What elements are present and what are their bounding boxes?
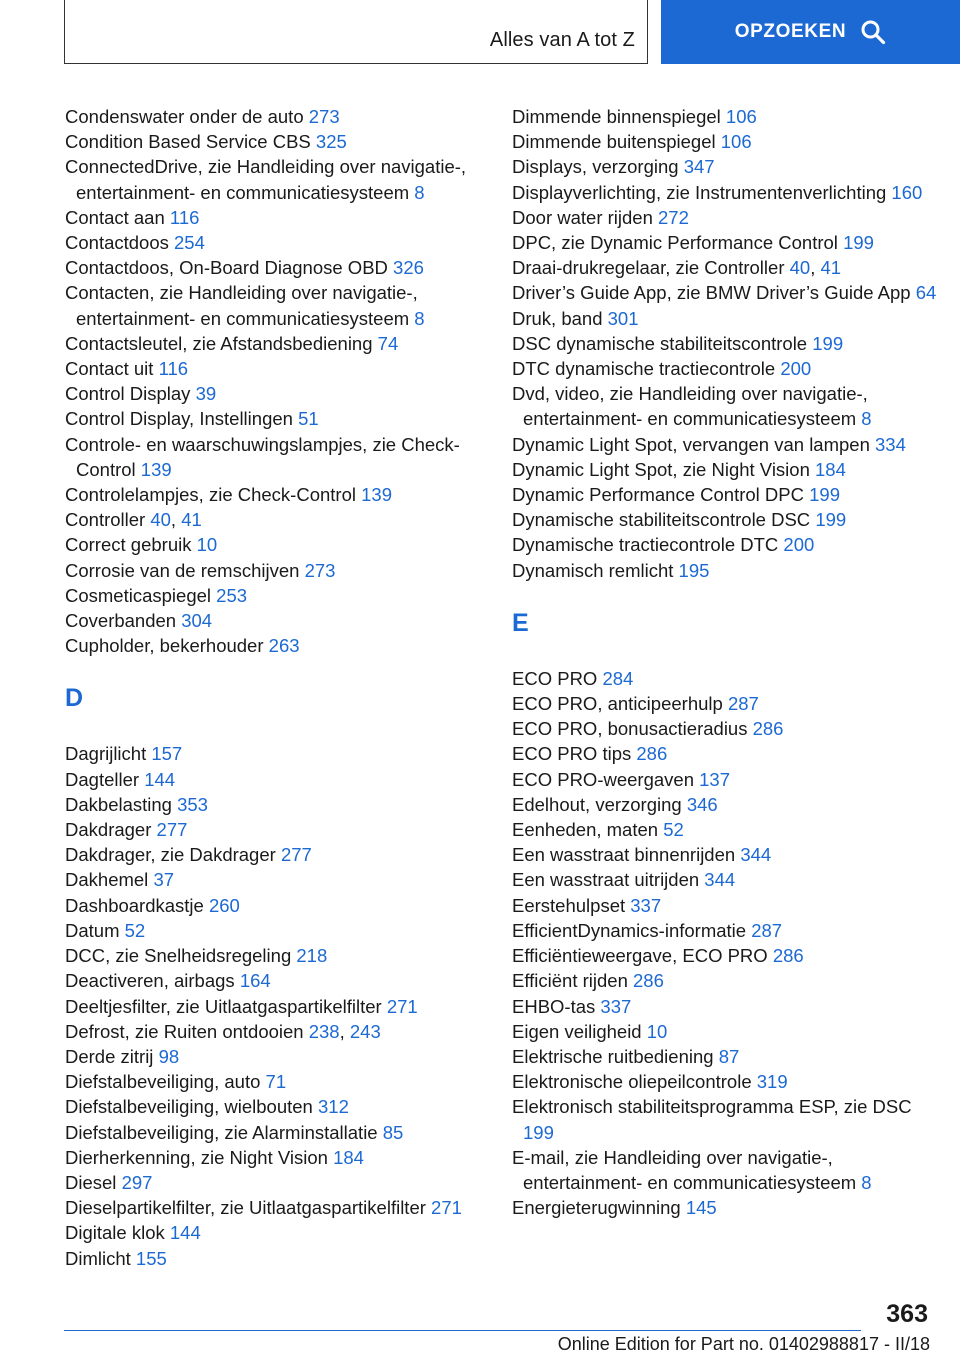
- index-entry: [512, 1195, 942, 1220]
- index-entry-text: DTC dynamische tractiecontrole: [512, 358, 776, 380]
- index-column-left: [65, 104, 495, 1271]
- index-entry-text: Een wasstraat binnenrijden: [512, 844, 736, 866]
- section-header: [64, 0, 648, 64]
- index-entry: [512, 842, 942, 867]
- index-entry: [512, 741, 942, 766]
- index-entry-text: DSC dynamische stabiliteitscontrole: [512, 332, 808, 354]
- index-entry: [512, 1069, 942, 1094]
- index-entry-text: Contact aan: [65, 206, 165, 228]
- index-entry-text: E-mail, zie Handleiding over navigatie-, entertainment- en communicatiesysteem: [512, 1146, 857, 1193]
- index-entry: [65, 583, 495, 608]
- index-entry-text: Control Display, Instellingen: [65, 408, 293, 430]
- page-reference-link[interactable]: 139: [140, 458, 172, 480]
- index-entry-text: Corrosie van de remschijven: [65, 559, 300, 581]
- index-entry: [512, 691, 942, 716]
- page-reference-link[interactable]: 254: [174, 232, 205, 254]
- index-entry: [512, 1019, 942, 1044]
- page-reference-link[interactable]: 157: [151, 743, 183, 765]
- index-entry: [65, 154, 495, 204]
- index-entry-text: Door water rijden: [512, 206, 653, 228]
- page-reference-link[interactable]: 297: [121, 1171, 153, 1193]
- index-entry: [65, 767, 495, 792]
- page-reference-link[interactable]: 10: [646, 1020, 668, 1042]
- index-entry: [65, 792, 495, 817]
- page-reference-link[interactable]: 41: [181, 509, 202, 531]
- index-entry: [65, 943, 495, 968]
- index-entry-text: Driver’s Guide App, zie BMW Driver’s Guide App: [512, 282, 911, 304]
- index-letter-heading: D: [65, 684, 84, 713]
- index-entry: [512, 230, 942, 255]
- page-reference-link[interactable]: 52: [663, 819, 684, 841]
- page-reference-link[interactable]: 200: [780, 358, 812, 380]
- index-entry-text: DCC, zie Snelheidsregeling: [65, 945, 292, 967]
- index-entry-text: Dakdrager: [65, 819, 152, 841]
- index-entry: [65, 230, 495, 255]
- index-entry-text: Dynamische stabiliteitscontrole DSC: [512, 509, 811, 531]
- index-entry: [512, 356, 942, 381]
- index-entry: [65, 331, 495, 356]
- page-reference-link[interactable]: 8: [414, 181, 425, 203]
- index-entry: [65, 817, 495, 842]
- page-reference-link[interactable]: 87: [718, 1045, 740, 1067]
- page-reference-link[interactable]: 199: [843, 232, 874, 254]
- page-reference-link[interactable]: 284: [602, 667, 634, 689]
- index-entry: Controller 40, 41: [65, 509, 202, 531]
- page-reference-link[interactable]: 52: [124, 919, 146, 941]
- index-entry-text: Eenheden, maten: [512, 819, 659, 841]
- search-button-label: OPZOEKEN: [734, 21, 847, 42]
- index-entry: [512, 180, 942, 205]
- index-entry: [512, 666, 942, 691]
- page-reference-link[interactable]: 106: [720, 131, 752, 153]
- index-entry: [65, 129, 495, 154]
- index-entry-text: ECO PRO-weergaven: [512, 768, 694, 790]
- index-entry: [512, 893, 942, 918]
- index-entry-text: Digitale klok: [65, 1222, 165, 1244]
- index-entry-text: Dynamische tractiecontrole DTC: [512, 534, 779, 556]
- index-entry: [512, 532, 942, 557]
- page-reference-link[interactable]: 286: [752, 718, 784, 740]
- index-entry: [512, 1145, 942, 1195]
- page-reference-link[interactable]: 40: [150, 509, 171, 531]
- page-reference-link[interactable]: 8: [861, 1171, 872, 1193]
- page-reference-link[interactable]: 277: [280, 844, 312, 866]
- page-reference-link[interactable]: 199: [809, 484, 840, 506]
- index-entry-text: Coverbanden: [65, 610, 177, 632]
- index-entry-text: Edelhout, verzorging: [512, 793, 682, 815]
- index-entry-text: EHBO-tas: [512, 995, 596, 1017]
- page-reference-link[interactable]: 287: [727, 693, 759, 715]
- index-entry: [65, 994, 495, 1019]
- page-reference-link[interactable]: 8: [861, 408, 872, 430]
- page-reference-link[interactable]: 64: [915, 282, 937, 304]
- page-reference-link[interactable]: 337: [600, 995, 632, 1017]
- index-entry: [512, 716, 942, 741]
- index-entry: [512, 457, 942, 482]
- page-reference-link[interactable]: 353: [177, 793, 208, 815]
- index-entry: [65, 1145, 495, 1170]
- page-reference-link[interactable]: 312: [318, 1096, 349, 1118]
- page-number: 363: [886, 1300, 928, 1328]
- index-entry: [512, 867, 942, 892]
- index-entry: [512, 558, 942, 583]
- index-entry-text: EfficientDynamics-informatie: [512, 919, 747, 941]
- page-reference-link[interactable]: 326: [393, 257, 424, 279]
- index-letter-heading: E: [512, 608, 529, 637]
- page-reference-link[interactable]: 200: [783, 534, 815, 556]
- index-entry: [512, 129, 942, 154]
- page-reference-link[interactable]: 10: [196, 534, 218, 556]
- index-entry-text: Dvd, video, zie Handleiding over navigatie-, entertainment- en communicatiesysteem: [512, 383, 868, 430]
- page-reference-link[interactable]: 199: [815, 509, 847, 531]
- index-entry-text: Cosmeticaspiegel: [65, 584, 212, 606]
- index-entry-text: Contact uit: [65, 358, 154, 380]
- page-reference-link[interactable]: 199: [812, 332, 844, 354]
- page-reference-link[interactable]: 243: [349, 1020, 381, 1042]
- index-entry: [512, 968, 942, 993]
- index-entry: [65, 1094, 495, 1119]
- index-entry-text: Defrost, zie Ruiten ontdooien: [65, 1020, 304, 1042]
- page-reference-link[interactable]: 8: [414, 307, 425, 329]
- page-reference-link[interactable]: 287: [751, 919, 783, 941]
- page-reference-link[interactable]: 106: [725, 106, 757, 127]
- search-button[interactable]: [661, 0, 960, 64]
- index-entry-text: Condition Based Service CBS: [65, 131, 311, 153]
- page-reference-link[interactable]: 164: [239, 970, 271, 992]
- index-entry: [512, 104, 942, 129]
- page-reference-link[interactable]: 116: [158, 358, 189, 380]
- page-reference-link[interactable]: 184: [815, 458, 846, 480]
- index-entry-text: ECO PRO, anticipeerhulp: [512, 693, 723, 715]
- index-entry-text: Controller: [65, 509, 146, 531]
- index-entry-text: Eigen veiligheid: [512, 1020, 642, 1042]
- index-entry-text: Displayverlichting, zie Instrumentenverlichting: [512, 181, 887, 203]
- index-entry: [65, 406, 495, 431]
- index-entry-text: Dagteller: [65, 768, 140, 790]
- index-entry-text: Deeltjesfilter, zie Uitlaatgaspartikelfilter: [65, 995, 382, 1017]
- page-reference-link[interactable]: 344: [740, 844, 772, 866]
- index-entry: [65, 1120, 495, 1145]
- index-entry-text: ConnectedDrive, zie Handleiding over navigatie-, entertainment- en communicatiesysteem: [65, 156, 467, 203]
- index-entry-text: Contactdoos: [65, 232, 169, 254]
- index-entry-text: Dimlicht: [65, 1247, 131, 1269]
- index-entry: [65, 968, 495, 993]
- index-entry: [512, 994, 942, 1019]
- index-entry: [65, 381, 495, 406]
- page-reference-link[interactable]: 304: [181, 610, 213, 632]
- index-entry-text: Efficiënt rijden: [512, 970, 628, 992]
- index-entry-text: ECO PRO tips: [512, 743, 632, 765]
- index-entry-text: Contactdoos, On-Board Diagnose OBD: [65, 257, 388, 279]
- index-entry-text: Dynamic Performance Control DPC: [512, 484, 804, 506]
- page-reference-link[interactable]: 325: [315, 131, 347, 153]
- index-entry-text: Controle- en waarschuwingslampjes, zie Check-Control: [65, 433, 460, 480]
- page-reference-link[interactable]: 74: [377, 332, 399, 354]
- page-reference-link[interactable]: 144: [144, 768, 176, 790]
- index-entry: [65, 532, 495, 557]
- page-reference-link[interactable]: 139: [361, 484, 392, 506]
- page-reference-link[interactable]: 260: [208, 894, 240, 916]
- index-entry: [512, 792, 942, 817]
- index-column-right: [512, 104, 942, 1220]
- page-reference-link[interactable]: 71: [265, 1071, 287, 1093]
- page-reference-link[interactable]: 334: [875, 433, 906, 455]
- index-entry-text: Dakhemel: [65, 869, 149, 891]
- index-entry: [65, 1246, 495, 1271]
- index-entry-text: Contactsleutel, zie Afstandsbediening: [65, 332, 373, 354]
- index-entry-text: ECO PRO: [512, 667, 598, 689]
- index-entry: [512, 482, 942, 507]
- page-reference-link[interactable]: 116: [169, 206, 200, 228]
- index-entry-text: Energieterugwinning: [512, 1197, 681, 1219]
- page-reference-link[interactable]: 144: [169, 1222, 201, 1244]
- page-reference-link[interactable]: 160: [891, 181, 923, 203]
- page-reference-link[interactable]: 137: [699, 768, 730, 790]
- index-entry-text: Dierherkenning, zie Night Vision: [65, 1146, 328, 1168]
- page-reference-link[interactable]: 41: [820, 257, 842, 279]
- index-entry: [65, 356, 495, 381]
- page-reference-link[interactable]: 286: [636, 743, 668, 765]
- index-entry-text: Dynamic Light Spot, zie Night Vision: [512, 458, 810, 480]
- index-entry-text: Elektronisch stabiliteitsprogramma ESP, zie DSC: [512, 1096, 912, 1118]
- index-entry: [512, 432, 942, 457]
- index-entry: [65, 1069, 495, 1094]
- page-reference-link[interactable]: 145: [685, 1197, 717, 1219]
- page-reference-link[interactable]: 277: [156, 819, 188, 841]
- index-entry-text: Eerstehulpset: [512, 894, 626, 916]
- index-entry: [65, 432, 495, 482]
- index-entry-text: Dynamisch remlicht: [512, 559, 674, 581]
- page-reference-link[interactable]: 155: [135, 1247, 167, 1269]
- index-entry: [65, 1044, 495, 1069]
- page-reference-link[interactable]: 347: [683, 156, 715, 178]
- index-entry: Draai-drukregelaar, zie Controller 40, 41: [512, 257, 842, 279]
- index-entry-text: Druk, band: [512, 307, 603, 329]
- page-reference-link[interactable]: 253: [216, 584, 248, 606]
- index-entry: [65, 255, 495, 280]
- index-entry-text: Control Display: [65, 383, 191, 405]
- index-entry: [65, 104, 495, 129]
- index-entry-text: Displays, verzorging: [512, 156, 679, 178]
- index-entry: [65, 842, 495, 867]
- index-entry-text: DPC, zie Dynamic Performance Control: [512, 232, 838, 254]
- index-entry-text: Dynamic Light Spot, vervangen van lampen: [512, 433, 870, 455]
- page-reference-link[interactable]: 273: [308, 106, 340, 127]
- page-reference-link[interactable]: 37: [153, 869, 175, 891]
- page-reference-link[interactable]: 263: [268, 635, 300, 657]
- page-reference-link[interactable]: 337: [630, 894, 662, 916]
- page-reference-link[interactable]: 85: [382, 1121, 404, 1143]
- index-entry: [512, 331, 942, 356]
- index-entry-text: Dagrijlicht: [65, 743, 147, 765]
- index-entry-text: Contacten, zie Handleiding over navigatie-, entertainment- en communicatiesysteem: [65, 282, 418, 329]
- page-reference-link[interactable]: 98: [158, 1045, 180, 1067]
- page-reference-link[interactable]: 286: [772, 945, 804, 967]
- index-entry-text: Een wasstraat uitrijden: [512, 869, 700, 891]
- index-entry: [65, 1220, 495, 1245]
- page-reference-link[interactable]: 272: [658, 206, 689, 228]
- page-reference-link[interactable]: 238: [308, 1020, 340, 1042]
- footer-divider: [64, 1330, 861, 1331]
- index-entry: [65, 633, 495, 658]
- index-entry-text: Dakbelasting: [65, 793, 172, 815]
- index-entry-text: Draai-drukregelaar, zie Controller: [512, 257, 785, 279]
- index-entry-text: Diefstalbeveiliging, auto: [65, 1071, 261, 1093]
- index-entry-text: Diesel: [65, 1171, 117, 1193]
- index-entry-text: Diefstalbeveiliging, zie Alarminstallatie: [65, 1121, 378, 1143]
- index-entry-text: Condenswater onder de auto: [65, 106, 304, 127]
- page-reference-link[interactable]: 51: [298, 408, 319, 430]
- index-entry: [65, 741, 495, 766]
- index-entry-text: Dakdrager, zie Dakdrager: [65, 844, 276, 866]
- page-reference-link[interactable]: 271: [431, 1197, 462, 1219]
- page-reference-link[interactable]: 319: [756, 1071, 788, 1093]
- index-entry: [512, 381, 942, 431]
- section-title: Alles van A tot Z: [489, 29, 635, 51]
- index-entry-text: Dimmende binnenspiegel: [512, 106, 721, 127]
- index-entry-text: Cupholder, bekerhouder: [65, 635, 264, 657]
- search-icon: [860, 19, 886, 45]
- index-entry-text: Diefstalbeveiliging, wielbouten: [65, 1096, 313, 1118]
- index-entry-text: ECO PRO, bonusactieradius: [512, 718, 748, 740]
- index-entry: [65, 608, 495, 633]
- page-reference-link[interactable]: 199: [523, 1121, 554, 1143]
- page-reference-link[interactable]: 184: [333, 1146, 364, 1168]
- index-entry: Defrost, zie Ruiten ontdooien 238, 243: [65, 1020, 381, 1042]
- page-reference-link[interactable]: 218: [296, 945, 328, 967]
- page-reference-link[interactable]: 39: [195, 383, 217, 405]
- index-entry: [512, 306, 942, 331]
- index-entry-text: Controlelampjes, zie Check-Control: [65, 484, 356, 506]
- index-entry-text: Deactiveren, airbags: [65, 970, 235, 992]
- index-entry: [512, 943, 942, 968]
- page-reference-link[interactable]: 195: [678, 559, 710, 581]
- index-entry-text: Dimmende buitenspiegel: [512, 131, 716, 153]
- index-entry: [512, 280, 942, 305]
- index-entry: [65, 867, 495, 892]
- index-entry: [512, 918, 942, 943]
- index-entry: [512, 507, 942, 532]
- index-entry: [512, 1094, 942, 1144]
- page-reference-link[interactable]: 344: [704, 869, 736, 891]
- index-entry: [65, 1170, 495, 1195]
- page-reference-link[interactable]: 346: [686, 793, 718, 815]
- index-entry: [65, 280, 495, 330]
- index-entry-text: Datum: [65, 919, 120, 941]
- index-entry: [512, 1044, 942, 1069]
- index-entry-text: Efficiëntieweergave, ECO PRO: [512, 945, 768, 967]
- page-reference-link[interactable]: 286: [633, 970, 664, 992]
- index-entry: [512, 767, 942, 792]
- index-entry-text: Derde zitrij: [65, 1045, 154, 1067]
- index-entry: [65, 205, 495, 230]
- page-reference-link[interactable]: 40: [789, 257, 811, 279]
- page-reference-link[interactable]: 301: [607, 307, 639, 329]
- edition-footer: Online Edition for Part no. 01402988817 - II/18: [557, 1334, 930, 1354]
- index-entry: [512, 205, 942, 230]
- index-entry-text: Dashboardkastje: [65, 894, 204, 916]
- index-entry: [65, 918, 495, 943]
- index-entry-text: Elektronische oliepeilcontrole: [512, 1071, 752, 1093]
- index-entry: [65, 558, 495, 583]
- index-entry-text: Dieselpartikelfilter, zie Uitlaatgaspartikelfilter: [65, 1197, 426, 1219]
- index-entry: [512, 817, 942, 842]
- index-entry: [65, 482, 495, 507]
- index-entry-text: Elektrische ruitbediening: [512, 1045, 714, 1067]
- page-reference-link[interactable]: 271: [386, 995, 418, 1017]
- index-entry-text: Correct gebruik: [65, 534, 192, 556]
- index-entry: [512, 154, 942, 179]
- index-entry: [65, 1195, 495, 1220]
- index-entry: [65, 893, 495, 918]
- page-reference-link[interactable]: 273: [304, 559, 336, 581]
